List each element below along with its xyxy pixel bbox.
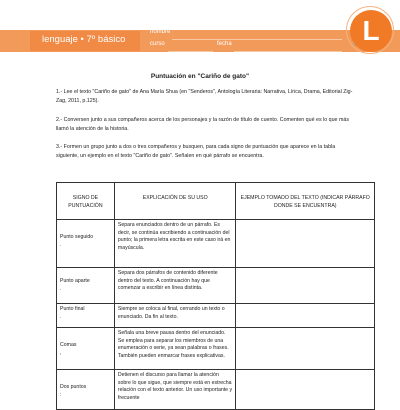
header-explanation: EXPLICACIÓN DE SU USO [114, 183, 236, 220]
sign-cell [57, 220, 115, 268]
table-row [57, 268, 375, 304]
header-sign: SIGNO DE PUNTUACIÓN [57, 183, 115, 220]
instruction-2: 2.- Conversen junto a sus compañeros acerca de los personajes y la razón de título de cuento. Comenten qué es lo que más llamó la atención de la historia. [56, 117, 349, 132]
curso-field[interactable] [168, 42, 213, 52]
instruction-1: 1.- Lee el texto "Cariño de gato" de Ana María Shua (en "Senderos", Antología Literaria: Narrativa, Lírica, Drama, Editorial Zig-Zag, 2011, p.125). [56, 89, 353, 104]
table-row [57, 304, 375, 328]
sign-symbol: . [60, 313, 62, 320]
sign-name: Punto final [60, 306, 85, 312]
explanation-cell: Detienen el discurso para llamar la atención sobre lo que sigue, que siempre está en estrecha relación con el texto anterior. Un uso importante y frecuente [114, 370, 236, 410]
example-cell[interactable] [236, 370, 375, 410]
lenguaje-logo-icon: L [350, 10, 392, 52]
sign-symbol: . [60, 285, 62, 292]
table-row [57, 220, 375, 268]
table-row [57, 370, 375, 410]
explanation-cell: Separa dos párrafos de contenido diferente dentro del texto. A continuación hay que comenzar a escribir en línea distinta. [114, 268, 236, 304]
table-row [57, 328, 375, 370]
curso-label: curso [150, 41, 165, 47]
sign-symbol: . [60, 241, 62, 248]
punctuation-table [56, 182, 375, 410]
sign-name: Punto seguido [60, 234, 94, 240]
example-cell[interactable] [236, 304, 375, 328]
sign-name: Comas [60, 342, 77, 348]
sign-cell [57, 370, 115, 410]
sign-cell [57, 328, 115, 370]
sign-name: Dos puntos [60, 384, 87, 390]
explanation-cell: Señala una breve pausa dentro del enunciado. Se emplea para separar los miembros de una enumeración o serie, ya sean palabras o frases. También pueden enmarcar frases explicativas. [114, 328, 236, 370]
example-cell[interactable] [236, 268, 375, 304]
example-cell[interactable] [236, 328, 375, 370]
sign-name: Punto aparte [60, 278, 90, 284]
nombre-label: nombre [150, 29, 171, 35]
explanation-cell: Separa enunciados dentro de un párrafo. Es decir, se continúa escribiendo a continuación del punto; la primera letra escrita en este caso irá en mayúscula. [114, 220, 236, 268]
header [0, 0, 400, 60]
page-title: Puntuación en "Cariño de gato" [150, 73, 250, 80]
nombre-field[interactable] [172, 30, 342, 40]
fecha-field[interactable] [234, 42, 342, 52]
header-example: EJEMPLO TOMADO DEL TEXTO (INDICAR PÁRRAFO DONDE SE ENCUENTRA) [236, 183, 375, 220]
sign-symbol: , [60, 349, 62, 356]
sign-cell [57, 304, 115, 328]
instruction-3: 3.- Formen un grupo junto a dos o tres compañeros y busquen, para cada signo de puntuación que aparece en la tabla siguiente, un ejemplo en el texto "Cariño de gato". Señalen en qué párrafo se encuentra. [56, 144, 336, 159]
page-number: 3 [353, 42, 356, 48]
sign-symbol: : [60, 391, 62, 398]
subject-label: lenguaje • 7º básico [42, 34, 126, 45]
explanation-cell: Siempre se coloca al final, cerrando un texto o enunciado. Da fin al texto. [114, 304, 236, 328]
example-cell[interactable] [236, 220, 375, 268]
fecha-label: fecha [217, 41, 232, 47]
sign-cell [57, 268, 115, 304]
